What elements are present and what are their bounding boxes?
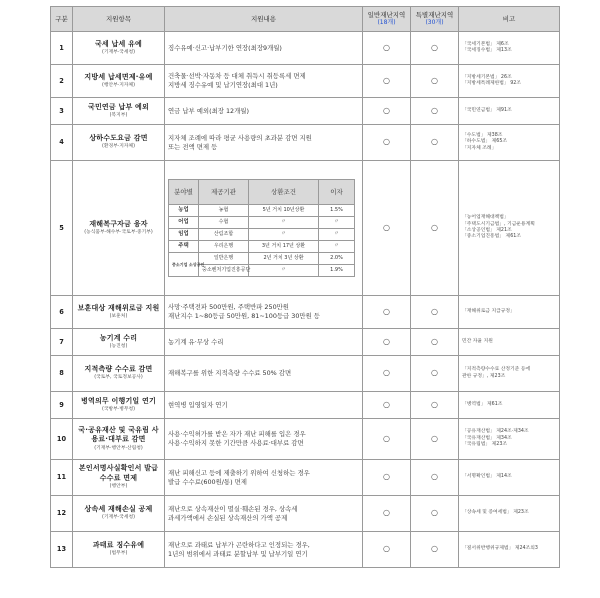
row-number: 7 bbox=[51, 329, 73, 356]
note-line: 「농어업재해대책법」 bbox=[462, 215, 509, 221]
note-line: 관한 규정」, 제23조 bbox=[462, 373, 506, 379]
loan-org: 우리은행 bbox=[199, 241, 249, 253]
support-item-title: 병역의무 이행기일 연기 bbox=[81, 396, 156, 405]
special-disaster-mark: ○ bbox=[411, 161, 459, 296]
note-line: 「소상공인법」 제21조 bbox=[462, 228, 512, 233]
note-line: 「하수도법」 제65조 bbox=[462, 139, 508, 145]
note-line: 「지방세기본법」 26조 bbox=[462, 74, 512, 80]
special-disaster-mark: ○ bbox=[411, 125, 459, 161]
table-row bbox=[51, 329, 560, 356]
loan-org: 일반은행 bbox=[199, 253, 249, 265]
support-item bbox=[73, 296, 165, 329]
support-item-title: 지방세 납세면제·유예 bbox=[84, 72, 153, 81]
note-line: 「국세징수법」 제13조 bbox=[462, 48, 512, 53]
support-item-agency: (농진청) bbox=[109, 343, 128, 349]
legal-note bbox=[459, 532, 560, 568]
support-item-title: 보훈대상 재해위로금 지원 bbox=[77, 303, 160, 312]
content-line: 사용·수익하지 못한 기간만큼 사용료·대부료 감면 bbox=[168, 439, 304, 447]
general-disaster-mark: ○ bbox=[363, 532, 411, 568]
row-number: 1 bbox=[51, 32, 73, 65]
header-content: 지원내용 bbox=[165, 7, 363, 32]
support-item-agency: (복지부) bbox=[109, 112, 128, 118]
content-line: 재난 피해신고 등에 제출하기 위하여 신청하는 경우 bbox=[168, 468, 310, 477]
content-line: 재해복구를 위한 지적측량 수수료 50% 감면 bbox=[168, 369, 292, 378]
content-line: 징수유예·신고·납부기한 연장(최장9개월) bbox=[168, 43, 282, 52]
support-item-agency: (환경부·지자체) bbox=[101, 144, 136, 150]
legal-note bbox=[459, 496, 560, 532]
support-item-title: 상하수도요금 감면 bbox=[89, 134, 148, 143]
header-general-label: 일반재난지역 bbox=[367, 10, 406, 19]
row-number: 12 bbox=[51, 496, 73, 532]
row-number: 4 bbox=[51, 125, 73, 161]
general-disaster-mark: ○ bbox=[363, 296, 411, 329]
legal-note bbox=[459, 392, 560, 419]
legal-note bbox=[459, 161, 560, 296]
loan-terms: 5년 거치 10년상환 bbox=[249, 205, 319, 217]
content-line: 사용·수익허가를 받은 자가 재난 피해를 입은 경우 bbox=[168, 430, 306, 439]
row-number: 8 bbox=[51, 356, 73, 392]
loan-category: 중소기업 소상공인 bbox=[169, 253, 199, 277]
note-line: 「중소기업진흥법」 제61조 bbox=[462, 234, 521, 240]
row-number: 10 bbox=[51, 419, 73, 460]
support-content bbox=[165, 65, 363, 98]
general-disaster-mark: ○ bbox=[363, 98, 411, 125]
support-item-title: 재해복구자금 융자 bbox=[89, 219, 148, 228]
general-disaster-mark: ○ bbox=[363, 161, 411, 296]
general-disaster-mark: ○ bbox=[363, 460, 411, 496]
note-line: 「수도법」 제38조 bbox=[462, 132, 503, 138]
loan-org: 중소벤처기업진흥공단 bbox=[199, 265, 249, 277]
note-line: 「국민연금법」 제91조 bbox=[462, 107, 512, 113]
support-item bbox=[73, 98, 165, 125]
support-item-agency: (법무부) bbox=[109, 551, 128, 557]
general-disaster-mark: ○ bbox=[363, 419, 411, 460]
support-item bbox=[73, 532, 165, 568]
loan-row bbox=[169, 229, 355, 241]
note-line: 「지방세특례제한법」 92조 bbox=[462, 81, 521, 86]
loan-rate: 2.0% bbox=[319, 253, 355, 265]
legal-note bbox=[459, 296, 560, 329]
legal-note bbox=[459, 98, 560, 125]
loan-rate: 〃 bbox=[319, 217, 355, 229]
loan-row bbox=[169, 253, 355, 265]
table-row bbox=[51, 460, 560, 496]
support-item-agency: (기재부·행안부·산림청) bbox=[94, 445, 143, 451]
support-item-agency: (행안부) bbox=[109, 484, 128, 490]
support-item-title: 본인서명사실확인서 발급수수료 면제 bbox=[78, 464, 159, 482]
note-line: 「주택도시기금법」, 기금운용계획 bbox=[462, 221, 535, 227]
content-line: 건축물·선박·자동차 등 대체 취득시 취등록세 면제 bbox=[168, 72, 306, 81]
special-disaster-mark: ○ bbox=[411, 329, 459, 356]
support-item-title: 국·공유재산 및 국유림 사용료·대부료 감면 bbox=[78, 425, 159, 444]
note-line: 「질서위반행위규제법」 제24조의3 bbox=[462, 546, 538, 552]
special-disaster-mark: ○ bbox=[411, 296, 459, 329]
row-number: 5 bbox=[51, 161, 73, 296]
support-content bbox=[165, 392, 363, 419]
support-item-title: 농기계 수리 bbox=[99, 333, 138, 342]
support-item-title: 과태료 징수유예 bbox=[92, 541, 145, 550]
content-line: 또는 전액 면제 등 bbox=[168, 142, 218, 151]
loan-header-cell: 상환조건 bbox=[249, 180, 319, 205]
support-item-agency: (농식품부·해수부·국토부·중기부) bbox=[84, 229, 153, 235]
table-row bbox=[51, 496, 560, 532]
general-disaster-mark: ○ bbox=[363, 65, 411, 98]
table-row bbox=[51, 98, 560, 125]
loan-table bbox=[168, 179, 355, 277]
support-item bbox=[73, 460, 165, 496]
support-content bbox=[165, 532, 363, 568]
support-content bbox=[165, 98, 363, 125]
note-line: 「상속세 및 증여세법」 제23조 bbox=[462, 510, 529, 516]
support-content bbox=[165, 460, 363, 496]
header-special-count: (30개) bbox=[425, 19, 444, 27]
support-item-title: 국민연금 납부 예외 bbox=[88, 102, 149, 111]
legal-note bbox=[459, 65, 560, 98]
legal-note bbox=[459, 356, 560, 392]
note-line: 「국유재산법」 제34조 bbox=[462, 435, 512, 441]
table-row bbox=[51, 32, 560, 65]
loan-terms: 3년 거치 17년 상환 bbox=[249, 241, 319, 253]
note-line: 「지자체 조례」 bbox=[462, 145, 497, 151]
special-disaster-mark: ○ bbox=[411, 392, 459, 419]
loan-terms: 〃 bbox=[249, 217, 319, 229]
loan-org: 농협 bbox=[199, 205, 249, 217]
general-disaster-mark: ○ bbox=[363, 356, 411, 392]
legal-note bbox=[459, 419, 560, 460]
support-content bbox=[165, 356, 363, 392]
table-header-row bbox=[51, 7, 560, 32]
legal-note bbox=[459, 460, 560, 496]
legal-note bbox=[459, 329, 560, 356]
general-disaster-mark: ○ bbox=[363, 496, 411, 532]
loan-header-cell: 제공기관 bbox=[199, 180, 249, 205]
support-item-title: 국세 납세 유예 bbox=[94, 39, 143, 48]
table-row bbox=[51, 392, 560, 419]
table-row bbox=[51, 356, 560, 392]
note-line: 「서명확인법」 제14조 bbox=[462, 474, 512, 480]
loan-header-cell: 이자 bbox=[319, 180, 355, 205]
header-no: 구분 bbox=[51, 7, 73, 32]
support-item bbox=[73, 392, 165, 419]
table-row bbox=[51, 161, 560, 296]
note-line: 「국세기본법」 제6조 bbox=[462, 41, 509, 47]
note-line: 「국유림법」 제23조 bbox=[462, 442, 508, 448]
header-item: 지원항목 bbox=[73, 7, 165, 32]
loan-rate: 1.9% bbox=[319, 265, 355, 277]
header-special-label: 특별재난지역 bbox=[415, 10, 454, 19]
support-item bbox=[73, 329, 165, 356]
special-disaster-mark: ○ bbox=[411, 65, 459, 98]
loan-row bbox=[169, 217, 355, 229]
support-item-agency: (국방부·병무청) bbox=[101, 406, 136, 412]
special-disaster-mark: ○ bbox=[411, 496, 459, 532]
header-general-count: (18개) bbox=[377, 19, 396, 27]
content-line: 발급 수수료(600원/통) 면제 bbox=[168, 477, 247, 486]
content-line: 지자체 조례에 따라 평균 사용량의 초과분 감면 지원 bbox=[168, 133, 312, 142]
content-line: 현역병 입영일자 연기 bbox=[168, 400, 228, 409]
legal-note bbox=[459, 32, 560, 65]
support-item-agency: (기재부·국세청) bbox=[101, 49, 136, 55]
support-item-agency: (국토부, 국토정보공사) bbox=[94, 375, 143, 381]
loan-category: 주택 bbox=[169, 241, 199, 253]
loan-category: 임업 bbox=[169, 229, 199, 241]
support-item bbox=[73, 496, 165, 532]
table-row bbox=[51, 296, 560, 329]
support-content bbox=[165, 496, 363, 532]
support-item-agency: (기재부·국세청) bbox=[101, 515, 136, 521]
support-item bbox=[73, 161, 165, 296]
table-row bbox=[51, 125, 560, 161]
loan-org: 수협 bbox=[199, 217, 249, 229]
support-item-title: 상속세 재해손실 공제 bbox=[84, 505, 153, 514]
header-special bbox=[411, 7, 459, 32]
loan-terms: 2년 거치 3년 상환 bbox=[249, 253, 319, 265]
special-disaster-mark: ○ bbox=[411, 460, 459, 496]
loan-category: 어업 bbox=[169, 217, 199, 229]
content-line: 재난으로 상속재산이 멸실·훼손된 경우, 상속세 bbox=[168, 504, 298, 513]
special-disaster-mark: ○ bbox=[411, 356, 459, 392]
support-content bbox=[165, 125, 363, 161]
table-row bbox=[51, 419, 560, 460]
note-line: 「재해위로금 지급규정」 bbox=[462, 308, 515, 314]
row-number: 3 bbox=[51, 98, 73, 125]
support-table-container bbox=[50, 6, 559, 568]
content-line: 재난지수 1~80등급 50만원, 81~100등급 30만원 등 bbox=[168, 312, 320, 320]
loan-rate: 1.5% bbox=[319, 205, 355, 217]
row-number: 2 bbox=[51, 65, 73, 98]
general-disaster-mark: ○ bbox=[363, 392, 411, 419]
support-item bbox=[73, 356, 165, 392]
note-line: 「지적측량수수료 산정기준 등에 bbox=[462, 367, 531, 373]
special-disaster-mark: ○ bbox=[411, 532, 459, 568]
general-disaster-mark: ○ bbox=[363, 329, 411, 356]
table-row bbox=[51, 532, 560, 568]
special-disaster-mark: ○ bbox=[411, 419, 459, 460]
header-general bbox=[363, 7, 411, 32]
support-item bbox=[73, 32, 165, 65]
general-disaster-mark: ○ bbox=[363, 125, 411, 161]
support-content bbox=[165, 419, 363, 460]
loan-rate: 〃 bbox=[319, 241, 355, 253]
note-line: 「공유재산법」 제24조·제34조 bbox=[462, 429, 529, 435]
content-line: 재난으로 과태료 납부가 곤란하다고 인정되는 경우, bbox=[168, 540, 310, 549]
content-line: 농기계 유·무상 수리 bbox=[168, 337, 224, 346]
legal-note bbox=[459, 125, 560, 161]
row-number: 11 bbox=[51, 460, 73, 496]
loan-terms: 〃 bbox=[249, 265, 319, 277]
row-number: 13 bbox=[51, 532, 73, 568]
loan-org: 산림조합 bbox=[199, 229, 249, 241]
support-item bbox=[73, 65, 165, 98]
content-line: 지방세 징수유예 및 납기연장(최대 1년) bbox=[168, 81, 278, 89]
general-disaster-mark: ○ bbox=[363, 32, 411, 65]
loan-terms: 〃 bbox=[249, 229, 319, 241]
note-line: 민간 자율 지원 bbox=[462, 338, 493, 344]
special-disaster-mark: ○ bbox=[411, 98, 459, 125]
loan-row bbox=[169, 241, 355, 253]
content-line: 연금 납부 예외(최장 12개월) bbox=[168, 106, 249, 115]
support-content bbox=[165, 161, 363, 296]
row-number: 9 bbox=[51, 392, 73, 419]
loan-row bbox=[169, 205, 355, 217]
support-item-title: 지적측량 수수료 감면 bbox=[84, 365, 153, 374]
table-row bbox=[51, 65, 560, 98]
content-line: 사망·주택전파 500만원, 주택반파 250만원 bbox=[168, 303, 289, 312]
loan-header-row bbox=[169, 180, 355, 205]
loan-rate: 〃 bbox=[319, 229, 355, 241]
support-item-agency: (보훈처) bbox=[109, 313, 128, 319]
support-table bbox=[50, 6, 560, 568]
content-line: 과세가액에서 손실된 상속재산의 가액 공제 bbox=[168, 513, 288, 522]
support-item-agency: (행안부·지자체) bbox=[101, 82, 136, 88]
header-note: 비고 bbox=[459, 7, 560, 32]
support-item bbox=[73, 125, 165, 161]
support-content bbox=[165, 32, 363, 65]
note-line: 「병역법」 제61조 bbox=[462, 401, 503, 407]
row-number: 6 bbox=[51, 296, 73, 329]
special-disaster-mark: ○ bbox=[411, 32, 459, 65]
support-content bbox=[165, 329, 363, 356]
loan-header-cell: 분야별 bbox=[169, 180, 199, 205]
content-line: 1년의 범위에서 과태료 분할납부 및 납부기일 연기 bbox=[168, 549, 308, 558]
loan-category: 농업 bbox=[169, 205, 199, 217]
support-item bbox=[73, 419, 165, 460]
support-content bbox=[165, 296, 363, 329]
